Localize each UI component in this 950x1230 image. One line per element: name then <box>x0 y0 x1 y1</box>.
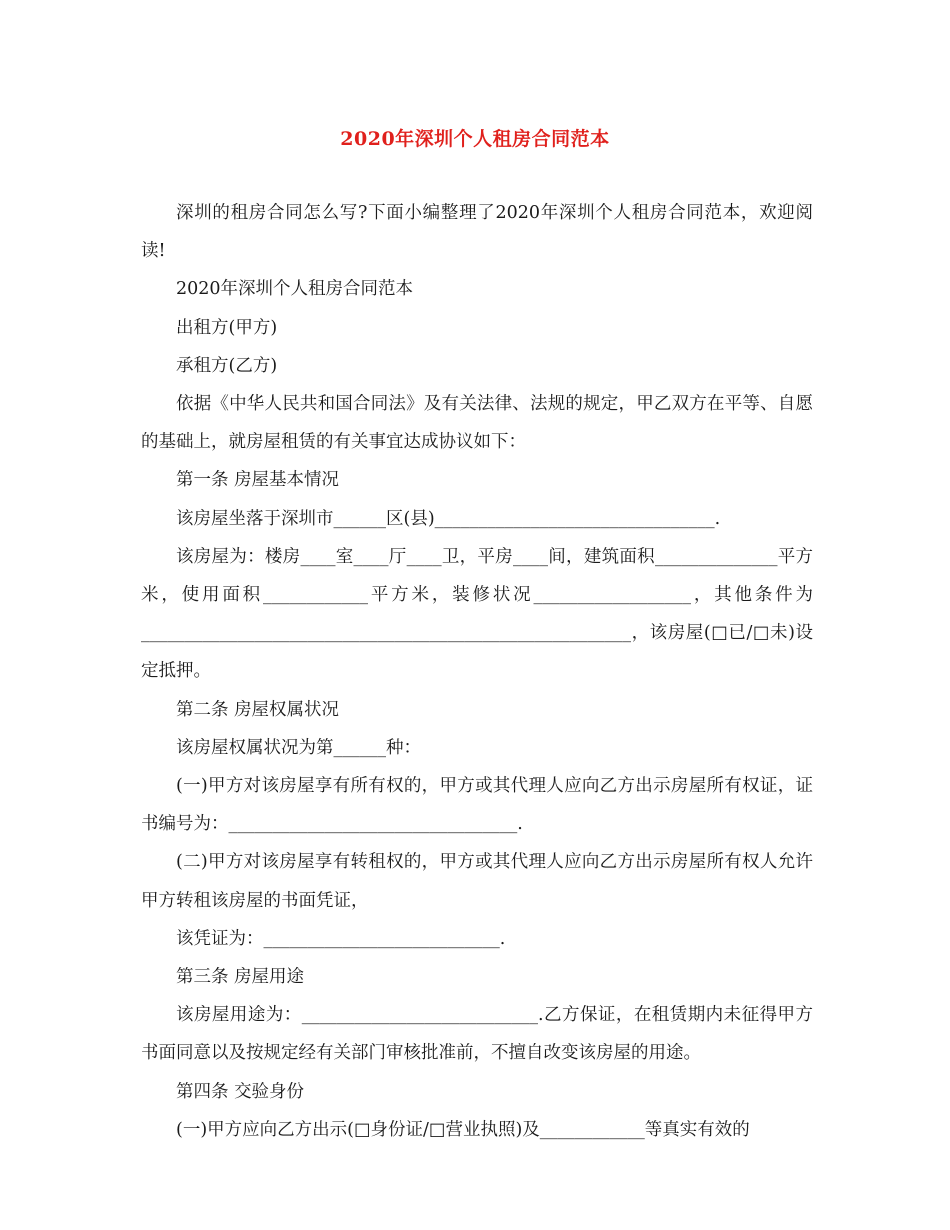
article-3-heading: 第三条 房屋用途 <box>176 967 305 988</box>
article-2-heading: 第二条 房屋权属状况 <box>176 699 340 720</box>
lessee-line: 承租方(乙方) <box>176 355 278 376</box>
subtitle-line: 2020年深圳个人租房合同范本 <box>176 279 414 300</box>
article-4-heading: 第四条 交验身份 <box>176 1081 305 1102</box>
document-title: 2020年深圳个人租房合同范本 <box>340 128 610 150</box>
document-body <box>141 194 813 1149</box>
house-details-paragraph: 该房屋为：楼房____室____厅____卫，平房____间，建筑面积______________平方米，使用面积____________平方米，装修状况__________________，其他条件为________________________________________________________，该房屋(□已/□未)设定抵押。 <box>141 546 813 682</box>
location-line: 该房屋坐落于深圳市______区(县)________________________________. <box>176 508 721 529</box>
certificate-line: 该凭证为：___________________________. <box>176 928 506 949</box>
identity-clause-1: (一)甲方应向乙方出示(□身份证/□营业执照)及____________等真实有效的 <box>176 1119 750 1140</box>
basis-paragraph: 依据《中华人民共和国合同法》及有关法律、法规的规定，甲乙双方在平等、自愿的基础上，就房屋租赁的有关事宜达成协议如下： <box>141 394 813 453</box>
ownership-clause-2: (二)甲方对该房屋享有转租权的，甲方或其代理人应向乙方出示房屋所有权人允许甲方转租该房屋的书面凭证， <box>141 852 813 911</box>
article-1-heading: 第一条 房屋基本情况 <box>176 470 340 491</box>
lessor-line: 出租方(甲方) <box>176 317 278 338</box>
usage-paragraph: 该房屋用途为：___________________________.乙方保证，在租赁期内未征得甲方书面同意以及按规定经有关部门审核批准前，不擅自改变该房屋的用途。 <box>141 1005 813 1064</box>
ownership-clause-1: (一)甲方对该房屋享有所有权的，甲方或其代理人应向乙方出示房屋所有权证，证书编号为：_________________________________. <box>141 776 813 835</box>
intro-paragraph: 深圳的租房合同怎么写?下面小编整理了2020年深圳个人租房合同范本，欢迎阅读! <box>141 203 813 262</box>
ownership-type-line: 该房屋权属状况为第______种： <box>176 737 421 758</box>
